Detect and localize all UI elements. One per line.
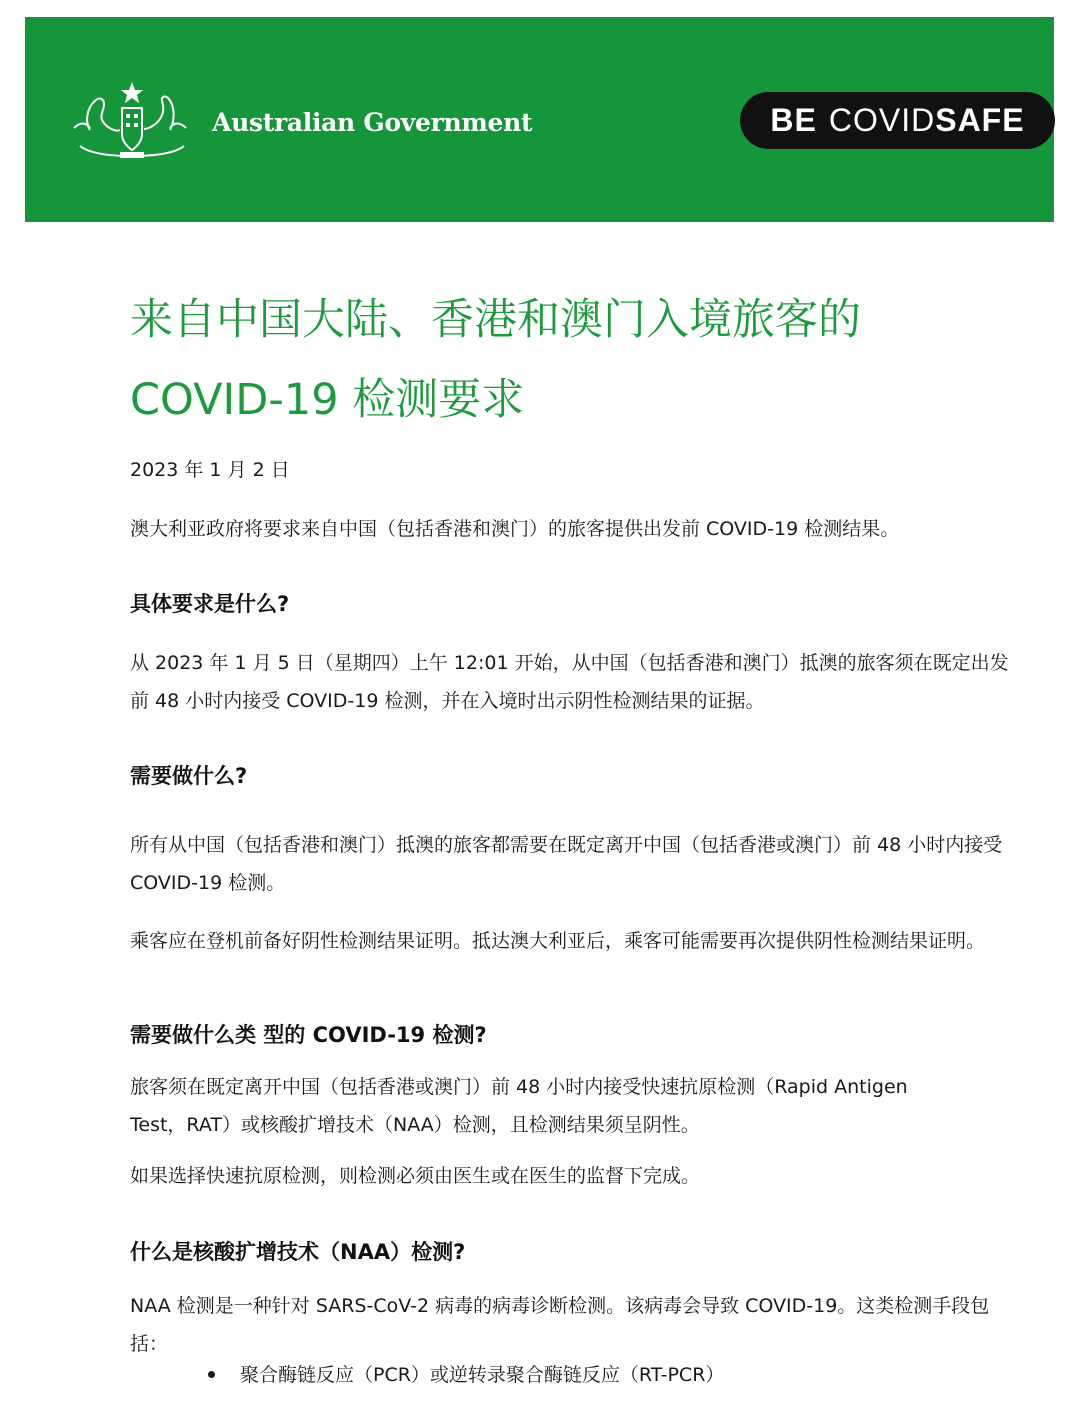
list-item: 聚合酶链反应（PCR）或逆转录聚合酶链反应（RT-PCR） xyxy=(205,1360,724,1387)
covidsafe-badge xyxy=(740,92,1055,149)
section-heading-what-to-do: 需要做什么? xyxy=(130,764,248,788)
section-paragraph: 乘客应在登机前备好阴性检测结果证明。抵达澳大利亚后，乘客可能需要再次提供阴性检测结果证明。 xyxy=(130,930,986,952)
coat-of-arms-icon xyxy=(60,68,200,178)
badge-word-safe: SAFE xyxy=(935,102,1025,138)
intro-paragraph: 澳大利亚政府将要求来自中国（包括香港和澳门）的旅客提供出发前 COVID-19 检测结果。 xyxy=(130,518,900,540)
section-paragraph: 所有从中国（包括香港和澳门）抵澳的旅客都需要在既定离开中国（包括香港或澳门）前 48 小时内接受 COVID-19 检测。 xyxy=(130,834,1003,894)
document-date: 2023 年 1 月 2 日 xyxy=(130,459,290,481)
badge-word-covid: COVID xyxy=(828,102,936,138)
section-heading-naa: 什么是核酸扩增技术（NAA）检测? xyxy=(130,1240,466,1264)
government-name: Australian Government xyxy=(212,108,533,137)
test-method-list xyxy=(205,1360,724,1387)
header-banner xyxy=(25,17,1054,222)
section-paragraph: 从 2023 年 1 月 5 日（星期四）上午 12:01 开始，从中国（包括香港和澳门）抵澳的旅客须在既定出发前 48 小时内接受 COVID-19 检测，并在入境时出示阴性检测结果的证据。 xyxy=(130,652,1009,712)
section-paragraph: NAA 检测是一种针对 SARS-CoV-2 病毒的病毒诊断检测。该病毒会导致 COVID-19。这类检测手段包括： xyxy=(130,1295,990,1355)
section-paragraph: 如果选择快速抗原检测，则检测必须由医生或在医生的监督下完成。 xyxy=(130,1165,701,1187)
page-title-line-2: COVID-19 检测要求 xyxy=(130,375,525,425)
page-title-line-1: 来自中国大陆、香港和澳门入境旅客的 xyxy=(130,295,861,345)
page-title xyxy=(130,280,861,440)
section-heading-test-type: 需要做什么类 型的 COVID-19 检测? xyxy=(130,1023,487,1047)
section-heading-requirements: 具体要求是什么? xyxy=(130,592,290,616)
badge-word-be: BE xyxy=(770,102,817,138)
section-paragraph: 旅客须在既定离开中国（包括香港或澳门）前 48 小时内接受快速抗原检测（Rapid Antigen Test，RAT）或核酸扩增技术（NAA）检测，且检测结果须呈阴性。 xyxy=(130,1076,908,1136)
